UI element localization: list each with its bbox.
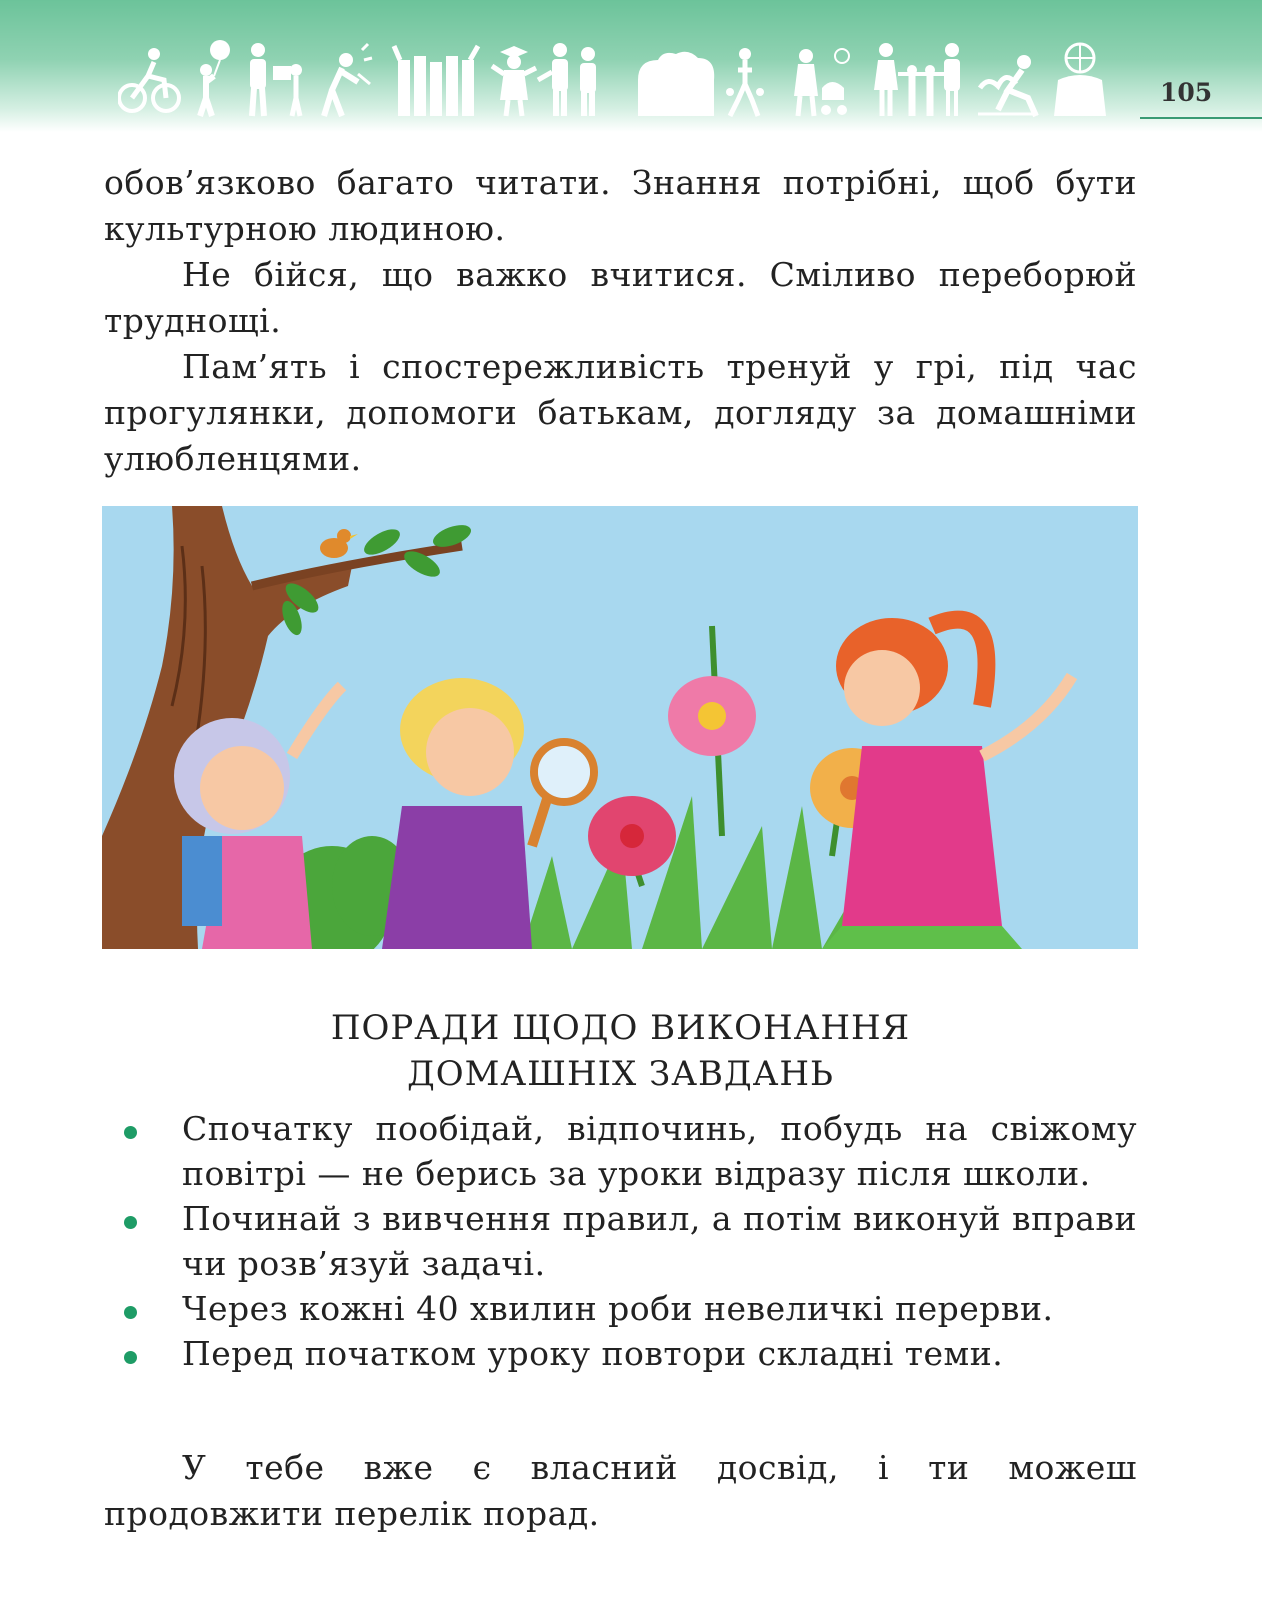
tip-text: Перед початком уроку повтори складні теми.	[182, 1334, 1004, 1373]
list-item	[104, 1196, 1137, 1286]
family-icon	[538, 43, 596, 116]
tip-text: Спочатку пообідай, відпочинь, побудь на свіжому повітрі — не берись за уроки відразу після школи.	[182, 1109, 1137, 1193]
gardener-icon	[324, 44, 372, 116]
list-item	[104, 1331, 1137, 1376]
tip-text: Через кожні 40 хвилин роби невеличкі перерви.	[182, 1289, 1054, 1328]
flower-center	[668, 676, 756, 756]
bullet-icon	[124, 1126, 137, 1139]
bullet-icon	[124, 1351, 137, 1364]
audience-icon	[638, 52, 714, 116]
header-icons-row	[118, 40, 1113, 120]
man-and-child-icon	[250, 43, 302, 116]
flower-left	[588, 796, 676, 876]
graduate-icon	[492, 46, 536, 116]
section-title	[104, 1005, 1137, 1097]
intro-paragraph-3: Пам’ять і спостережливість тренуй у грі, під час прогулянки, допомоги батькам, догляду за домашніми улюбленцями.	[104, 347, 1137, 478]
bullet-icon	[124, 1306, 137, 1319]
intro-paragraph-2: Не бійся, що важко вчитися. Сміливо переборюй труднощі.	[104, 255, 1137, 340]
walking-family-icon	[726, 48, 764, 116]
tips-list	[104, 1106, 1137, 1376]
intro-text	[104, 160, 1137, 482]
tip-text: Починай з вивчення правил, а потім виконуй вправи чи розв’язуй задачі.	[182, 1199, 1137, 1283]
page-number: 105	[1160, 78, 1213, 107]
list-item	[104, 1106, 1137, 1196]
globe-group-icon	[1054, 44, 1106, 116]
child-with-balloon-icon	[200, 40, 230, 116]
bullet-icon	[124, 1216, 137, 1229]
section-title-line-1: ПОРАДИ ЩОДО ВИКОНАННЯ	[330, 1008, 911, 1048]
family-holding-hands-icon	[874, 43, 960, 116]
outro-paragraph: У тебе вже є власний досвід, і ти можеш продовжити перелік порад.	[104, 1448, 1137, 1533]
intro-paragraph-1: обов’язково багато читати. Знання потрібні, щоб бути культурною людиною.	[104, 163, 1137, 248]
list-item	[104, 1286, 1137, 1331]
crowd-icon	[394, 46, 478, 116]
children-observing-flowers-illustration	[102, 506, 1138, 949]
planting-tree-icon	[978, 55, 1038, 116]
outro-text	[104, 1445, 1137, 1537]
section-title-line-2: ДОМАШНІХ ЗАВДАНЬ	[407, 1054, 834, 1094]
cyclist-icon	[119, 48, 179, 111]
page-number-rule	[1140, 117, 1262, 119]
mother-with-stroller-icon	[794, 49, 849, 116]
